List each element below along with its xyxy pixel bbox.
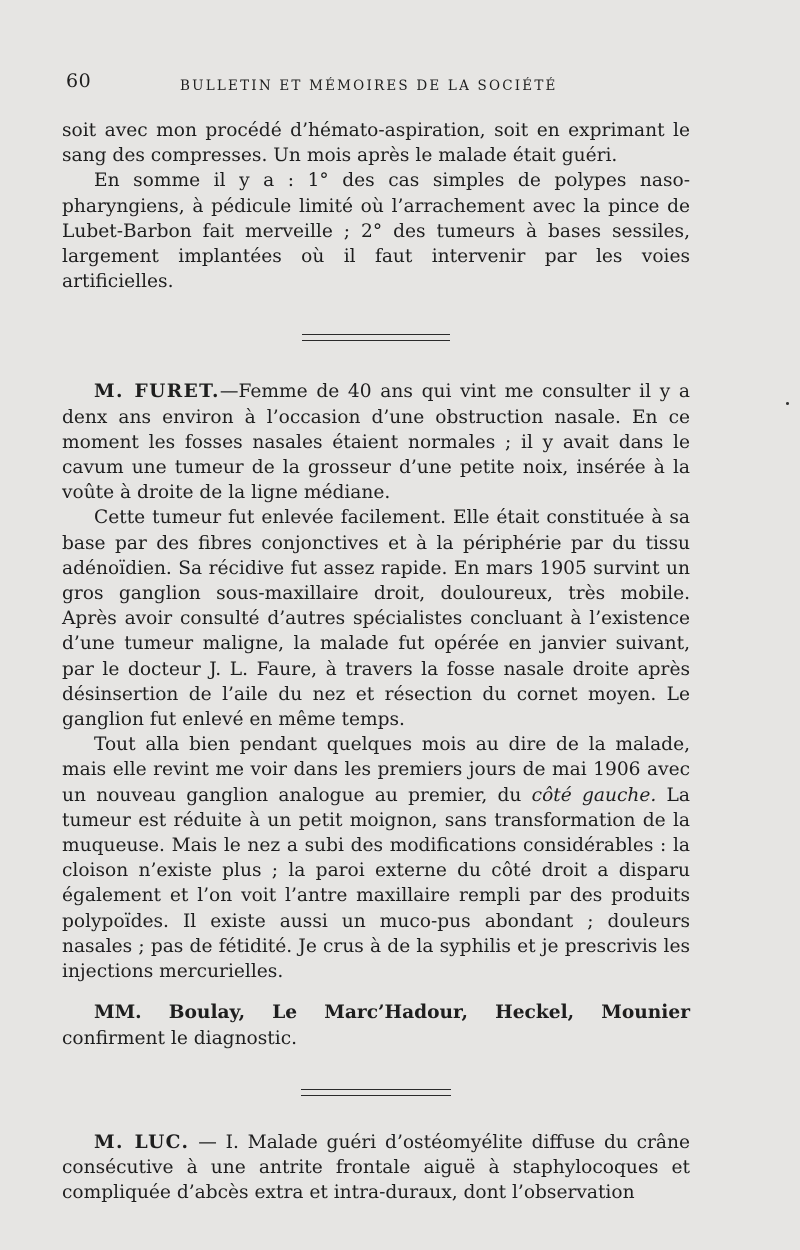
recidive-text-1: Tout alla bien pendant quelques mois au dire de la malade, mais elle revint me voir dans les premiers jours de mai 1906 avec un nouveau ganglion analogue au premier, du — [62, 734, 690, 806]
confirm-text: confirment le diagnostic. — [62, 1027, 298, 1049]
speaker-furet: M. FURET. — [94, 381, 220, 403]
page-number: 60 — [66, 70, 92, 92]
section-divider — [302, 334, 450, 341]
recidive-italic: côté gauche. — [531, 784, 657, 806]
furet-text: —Femme de 40 ans qui vint me consulter il y a denx ans environ à l’occasion d’une obstruction nasale. En ce moment les fosses nasales étaient normales ; il y avait dans le cavum une tumeur de la grosseur d’une petite noix, insérée à la voûte à droite de la ligne médiane. — [62, 381, 690, 504]
paragraph-summary: En somme il y a : 1° des cas simples de polypes naso-pharyngiens, à pédicule limité où l’arrachement avec la pince de Lubet-Barbon fait merveille ; 2° des tumeurs à bases sessiles, largement implantées où il faut intervenir par les voies artificielles. — [62, 170, 690, 293]
paragraph-confirmation — [62, 1000, 690, 1050]
page-body — [62, 118, 690, 1205]
spacer — [62, 984, 690, 1000]
confirm-names: MM. Boulay, Le Marc’Hadour, Heckel, Mounier — [94, 1002, 690, 1024]
paragraph-tumeur: Cette tumeur fut enlevée facilement. Elle était constituée à sa base par des fibres conjonctives et à la périphérie par du tissu adénoïdien. Sa récidive fut assez rapide. En mars 1905 survint un gros ganglion sous-maxillaire droit, douloureux, très mobile. Après avoir consulté d’autres spécialistes concluant à l’existence d’une tumeur maligne, la malade fut opérée en janvier suivant, par le docteur J. L. Faure, à travers la fosse nasale droite après désinsertion de l’aile du nez et résection du cornet moyen. Le ganglion fut enlevé en même temps. — [62, 507, 690, 731]
speaker-luc: M. LUC. — [94, 1131, 190, 1153]
section-divider-2 — [301, 1089, 451, 1096]
paragraph-recidive — [62, 732, 690, 984]
paragraph-furet — [62, 379, 690, 505]
recidive-text-2: La tumeur est réduite à un petit moignon, sans transformation de la muqueuse. Mais le nez a subi des modifications considérables : la cloison n’existe plus ; la paroi externe du côté droit a disparu également et l’on voit l’antre maxillaire rempli par des produits polypoïdes. Il existe aussi un muco-pus abondant ; douleurs nasales ; pas de fétidité. Je crus à de la syphilis et je prescrivis les injections mercurielles. — [62, 784, 690, 983]
luc-text: — I. Malade guéri d’ostéomyélite diffuse du crâne consécutive à une antrite frontale aiguë à staphylocoques et compliquée d’abcès extra et intra-duraux, dont l’observation — [62, 1131, 690, 1204]
running-head: BULLETIN ET MÉMOIRES DE LA SOCIÉTÉ — [180, 78, 558, 94]
paragraph-continuation: soit avec mon procédé d’hémato-aspiration, soit en exprimant le sang des compresses. Un mois après le malade était guéri. — [62, 120, 690, 167]
ink-speck — [786, 402, 789, 405]
paragraph-luc — [62, 1130, 690, 1206]
